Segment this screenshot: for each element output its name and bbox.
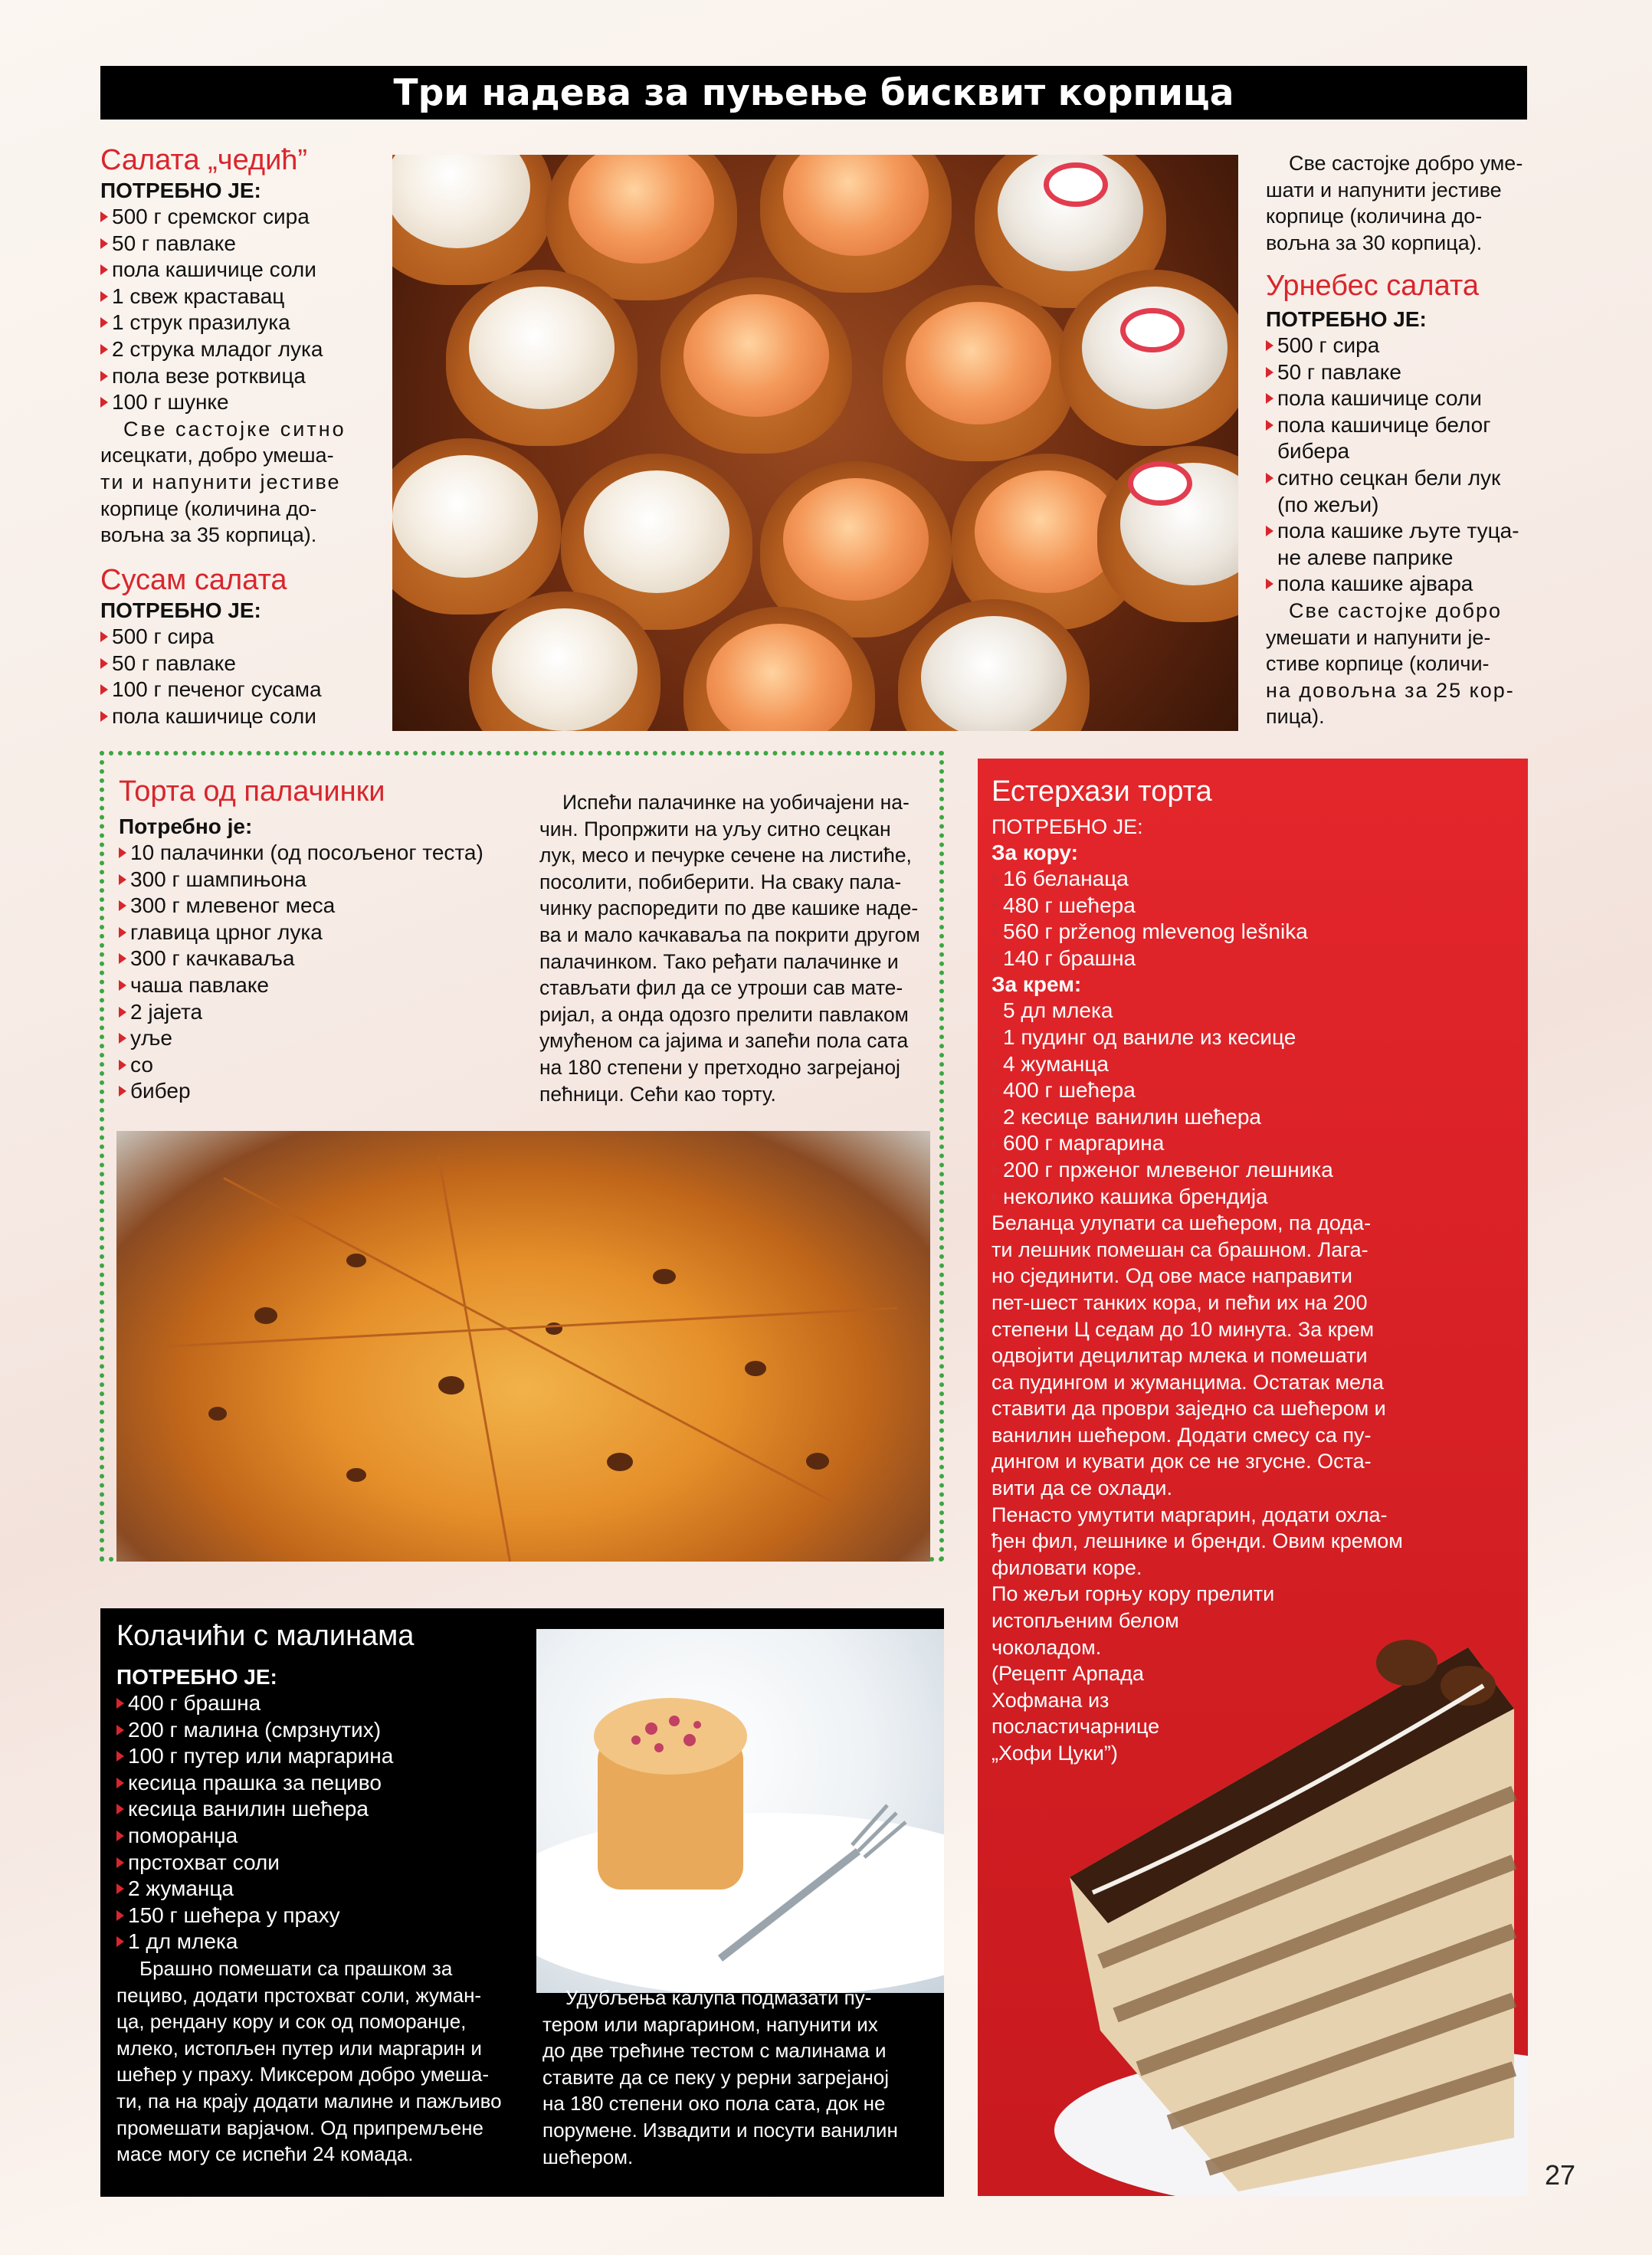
text-line: Све састојке добро уме-: [1289, 152, 1523, 175]
text-line: ти лешник помешан са брашном. Лага-: [992, 1237, 1368, 1261]
text-line: промешати варјачом. Од припремљене: [116, 2116, 483, 2139]
text-line: ђен фил, лешнике и бренди. Овим кремом: [992, 1529, 1403, 1553]
text-line: умућеном са јајима и запећи пола сата: [539, 1029, 909, 1053]
text-line: чин. Пропржити на уљу ситно сецкан: [539, 817, 891, 841]
ingredient-item: 100 г путер или маргарина: [116, 1743, 530, 1770]
recipe-instructions: [539, 789, 929, 1107]
recipe-instructions: [1266, 598, 1529, 730]
ingredient-item: 4 жуманца: [992, 1051, 1520, 1078]
text-line: Све састојке добро: [1289, 598, 1503, 622]
recipe-instructions: [116, 1955, 530, 2168]
recipe-heading: Колачићи с малинама: [116, 1620, 415, 1652]
ingredient-item: 500 г сремског сира: [100, 204, 376, 231]
recipe-kolacici: [116, 1618, 530, 2168]
text-line: млеко, истопљен путер или маргарин и: [116, 2036, 482, 2060]
text-line: Хофмана из: [992, 1688, 1110, 1712]
ingredient-item: 1 свеж краставац: [100, 284, 376, 310]
section-label-krem: За крем:: [992, 972, 1082, 997]
text-line: ца, рендану кору и сок од поморанџе,: [116, 2010, 467, 2034]
ingredient-item: 200 г малина (смрзнутих): [116, 1717, 530, 1744]
text-line: истопљеним белом: [992, 1609, 1179, 1633]
page-title: Три надева за пуњење бисквит корпица: [100, 66, 1527, 120]
ingredient-list: [119, 840, 517, 1105]
text-line: вити да се охлади.: [992, 1477, 1172, 1500]
ingredient-item: бибер: [119, 1078, 517, 1105]
text-line: одвојити децилитар млека и помешати: [992, 1344, 1368, 1368]
raspberry-muffin-photo: [536, 1629, 944, 1993]
ingredient-item: 2 кесице ванилин шећера: [992, 1104, 1520, 1131]
recipe-torta-palacinki: [119, 774, 517, 1105]
ingredient-item: пола кашичице белог: [1266, 412, 1529, 439]
text-line: ти, па на крају додати малине и пажљиво: [116, 2089, 502, 2112]
text-line: посолити, побиберити. На сваку пала-: [539, 870, 902, 893]
text-line: шећер у праху. Миксером добро умеша-: [116, 2063, 490, 2086]
text-line: пица).: [1266, 705, 1325, 729]
text-line: на довољна за 25 кор-: [1266, 678, 1515, 702]
text-line: са пудингом и жуманцима. Остатак мела: [992, 1370, 1384, 1394]
ingredient-item: 1 пудинг од ваниле из кесице: [992, 1024, 1520, 1051]
required-label: ПОТРЕБНО ЈЕ:: [100, 179, 261, 202]
ingredient-item: уље: [119, 1025, 517, 1052]
ingredient-item: 400 г шећера: [992, 1077, 1520, 1104]
text-line: Пенасто умутити маргарин, додати охла-: [992, 1503, 1388, 1526]
required-label: ПОТРЕБНО ЈЕ:: [100, 598, 261, 622]
ingredient-item: 480 г шећера: [992, 893, 1520, 919]
ingredient-continuation: не алеве паприке: [1277, 545, 1454, 569]
text-line: масе могу се испећи 24 комада.: [116, 2142, 414, 2166]
text-line: ставити да проври заједно са шећером и: [992, 1397, 1386, 1421]
ingredient-item: 50 г павлаке: [100, 651, 376, 677]
text-line: исецкати, добро умеша-: [100, 444, 334, 467]
text-line: вољна за 35 корпица).: [100, 523, 317, 547]
text-line: ставите да се пеку у рерни загрејаној: [542, 2065, 890, 2089]
recipe-instructions: [100, 416, 376, 549]
ingredient-continuation: бибера: [1277, 439, 1350, 464]
ingredient-item: 300 г шампињона: [119, 867, 517, 893]
ingredient-item: 100 г шунке: [100, 389, 376, 416]
ingredient-item: кесица ванилин шећера: [116, 1796, 530, 1823]
ingredient-item: пола кашичице соли: [100, 703, 376, 730]
ingredient-item: прстохват соли: [116, 1850, 530, 1876]
text-line: до две трећине тестом с малинама и: [542, 2039, 887, 2063]
text-line: тером или маргарином, напунити их: [542, 2012, 878, 2036]
text-line: „Хофи Цуки”): [992, 1742, 1118, 1765]
text-line: пециво, додати прстохват соли, жуман-: [116, 1983, 482, 2007]
ingredient-item: 140 г брашна: [992, 946, 1520, 972]
ingredient-item: 5 дл млека: [992, 998, 1520, 1024]
ingredient-item: 500 г сира: [1266, 333, 1529, 359]
text-line: на 180 степени око пола сата, док не: [542, 2092, 886, 2116]
text-line: дингом и кувати док се не згусне. Оста-: [992, 1450, 1372, 1473]
text-line: Удубљења калупа подмазати пу-: [565, 1986, 872, 2009]
ingredient-item: поморанџа: [116, 1823, 530, 1850]
recipe-salata-cedic: [100, 143, 376, 549]
text-line: ријал, а онда одозго прелити павлаком: [539, 1002, 909, 1026]
recipe-heading: Естерхази торта: [992, 775, 1212, 808]
ingredient-item: 560 г prženog mlevenog lešnika: [992, 919, 1520, 946]
text-line: ти и напунити јестиве: [100, 470, 341, 493]
text-line: вољна за 30 корпица).: [1266, 231, 1483, 254]
ingredient-item: 300 г млевеног меса: [119, 893, 517, 919]
filled-biscuit-cups-photo: [392, 155, 1238, 731]
required-label: ПОТРЕБНО ЈЕ:: [116, 1665, 277, 1689]
ingredient-item: 400 г брашна: [116, 1690, 530, 1717]
text-line: Беланца улупати са шећером, па дода-: [992, 1211, 1372, 1235]
required-label: ПОТРЕБНО ЈЕ:: [992, 815, 1143, 838]
ingredient-continuation: (по жељи): [1277, 492, 1379, 516]
text-line: пет-шест танких кора, и пећи их на 200: [992, 1290, 1368, 1314]
section-label-kora: За кору:: [992, 841, 1078, 864]
text-line: степени Ц седам до 10 минута. За крем: [992, 1317, 1375, 1341]
ingredient-list: [1266, 333, 1529, 598]
recipe-instructions-continued: [542, 1985, 930, 2170]
text-line: филовати коре.: [992, 1555, 1142, 1579]
text-line: (Рецепт Арпада: [992, 1662, 1144, 1686]
ingredient-item: 200 г прженог млевеног лешника: [992, 1157, 1520, 1184]
required-label: Потребно је:: [119, 814, 253, 838]
text-line: ва и мало качкаваља па покрити другом: [539, 923, 920, 946]
ingredient-item: пола кашичице соли: [1266, 385, 1529, 412]
text-line: Све састојке ситно: [123, 417, 346, 441]
ingredient-item: 1 струк празилука: [100, 310, 376, 336]
ingredient-item: 2 јајета: [119, 999, 517, 1026]
text-line: стављати фил да се утроши сав мате-: [539, 976, 903, 1000]
recipe-heading: Салата „чедић”: [100, 144, 308, 176]
ingredient-list: [100, 624, 376, 729]
ingredient-item: со: [119, 1052, 517, 1079]
text-line: Испећи палачинке на уобичајени на-: [562, 791, 910, 814]
text-line: но сјединити. Од ове масе направити: [992, 1264, 1352, 1288]
text-line: порумене. Извадити и посути ванилин: [542, 2118, 898, 2142]
ingredient-item: ситно сецкан бели лук: [1266, 465, 1529, 492]
recipe-heading: Урнебес салата: [1266, 270, 1480, 302]
ingredient-item: кесица прашка за пециво: [116, 1770, 530, 1797]
text-line: шећером.: [542, 2145, 634, 2168]
text-line: корпице (количина до-: [100, 497, 317, 520]
text-line: чинку распоредити по две кашике наде-: [539, 896, 919, 920]
text-line: ванилин шећером. Додати смесу са пу-: [992, 1423, 1372, 1447]
ingredient-item: 2 струка младог лука: [100, 336, 376, 363]
text-line: Брашно помешати са прашком за: [139, 1956, 453, 1980]
text-line: корпице (количина до-: [1266, 205, 1483, 228]
ingredient-item: 50 г павлаке: [1266, 359, 1529, 386]
ingredient-item: 16 беланаца: [992, 866, 1520, 893]
ingredient-list: [100, 204, 376, 416]
text-line: посластичарнице: [992, 1715, 1160, 1739]
recipe-heading: Сусам салата: [100, 564, 287, 596]
text-line: палачинком. Тако ређати палачинке и: [539, 949, 899, 973]
ingredient-item: пола кашичице соли: [100, 257, 376, 284]
ingredient-item: пола кашике љуте туца-: [1266, 518, 1529, 545]
text-line: на 180 степени у претходно загрејаној: [539, 1055, 900, 1079]
ingredient-item: 300 г качкаваља: [119, 946, 517, 972]
text-line: пећници. Сећи као торту.: [539, 1082, 776, 1106]
ingredient-item: 500 г сира: [100, 624, 376, 651]
recipe-heading: Торта од палачинки: [119, 775, 385, 808]
pancake-cake-photo: [116, 1131, 930, 1562]
ingredient-item: 100 г печеног сусама: [100, 677, 376, 703]
recipe-esterhazi: [992, 774, 1520, 1767]
ingredient-item: 10 палачинки (од посољеног теста): [119, 840, 517, 867]
ingredient-list-krem: [992, 998, 1520, 1210]
ingredient-item: чаша павлаке: [119, 972, 517, 999]
text-line: По жељи горњу кору прелити: [992, 1582, 1275, 1606]
required-label: ПОТРЕБНО ЈЕ:: [1266, 307, 1427, 331]
ingredient-item: 1 дл млека: [116, 1929, 530, 1955]
ingredient-item: главица црног лука: [119, 919, 517, 946]
ingredient-item: 50 г павлаке: [100, 231, 376, 257]
recipe-instructions: [992, 1210, 1417, 1766]
text-line: лук, месо и печурке сечене на листиће,: [539, 844, 912, 867]
recipe-susam-salata: [100, 562, 376, 729]
text-line: стиве корпице (количи-: [1266, 652, 1490, 676]
ingredient-list: [116, 1690, 530, 1955]
ingredient-item: 2 жуманца: [116, 1876, 530, 1903]
page-number: 27: [1545, 2159, 1576, 2191]
ingredient-item: 150 г шећера у праху: [116, 1903, 530, 1929]
text-line: шати и напунити јестиве: [1266, 178, 1502, 202]
ingredient-item: пола кашике ајвара: [1266, 571, 1529, 598]
ingredient-list-kora: [992, 866, 1520, 972]
text-line: умешати и напунити је-: [1266, 625, 1491, 649]
ingredient-item: 600 г маргарина: [992, 1130, 1520, 1157]
ingredient-item: неколико кашика брендија: [992, 1184, 1520, 1211]
ingredient-item: пола везе ротквица: [100, 363, 376, 390]
recipe-instructions: [1266, 150, 1529, 256]
text-line: чоколадом.: [992, 1635, 1102, 1659]
recipe-urnebes-salata: [1266, 268, 1529, 730]
